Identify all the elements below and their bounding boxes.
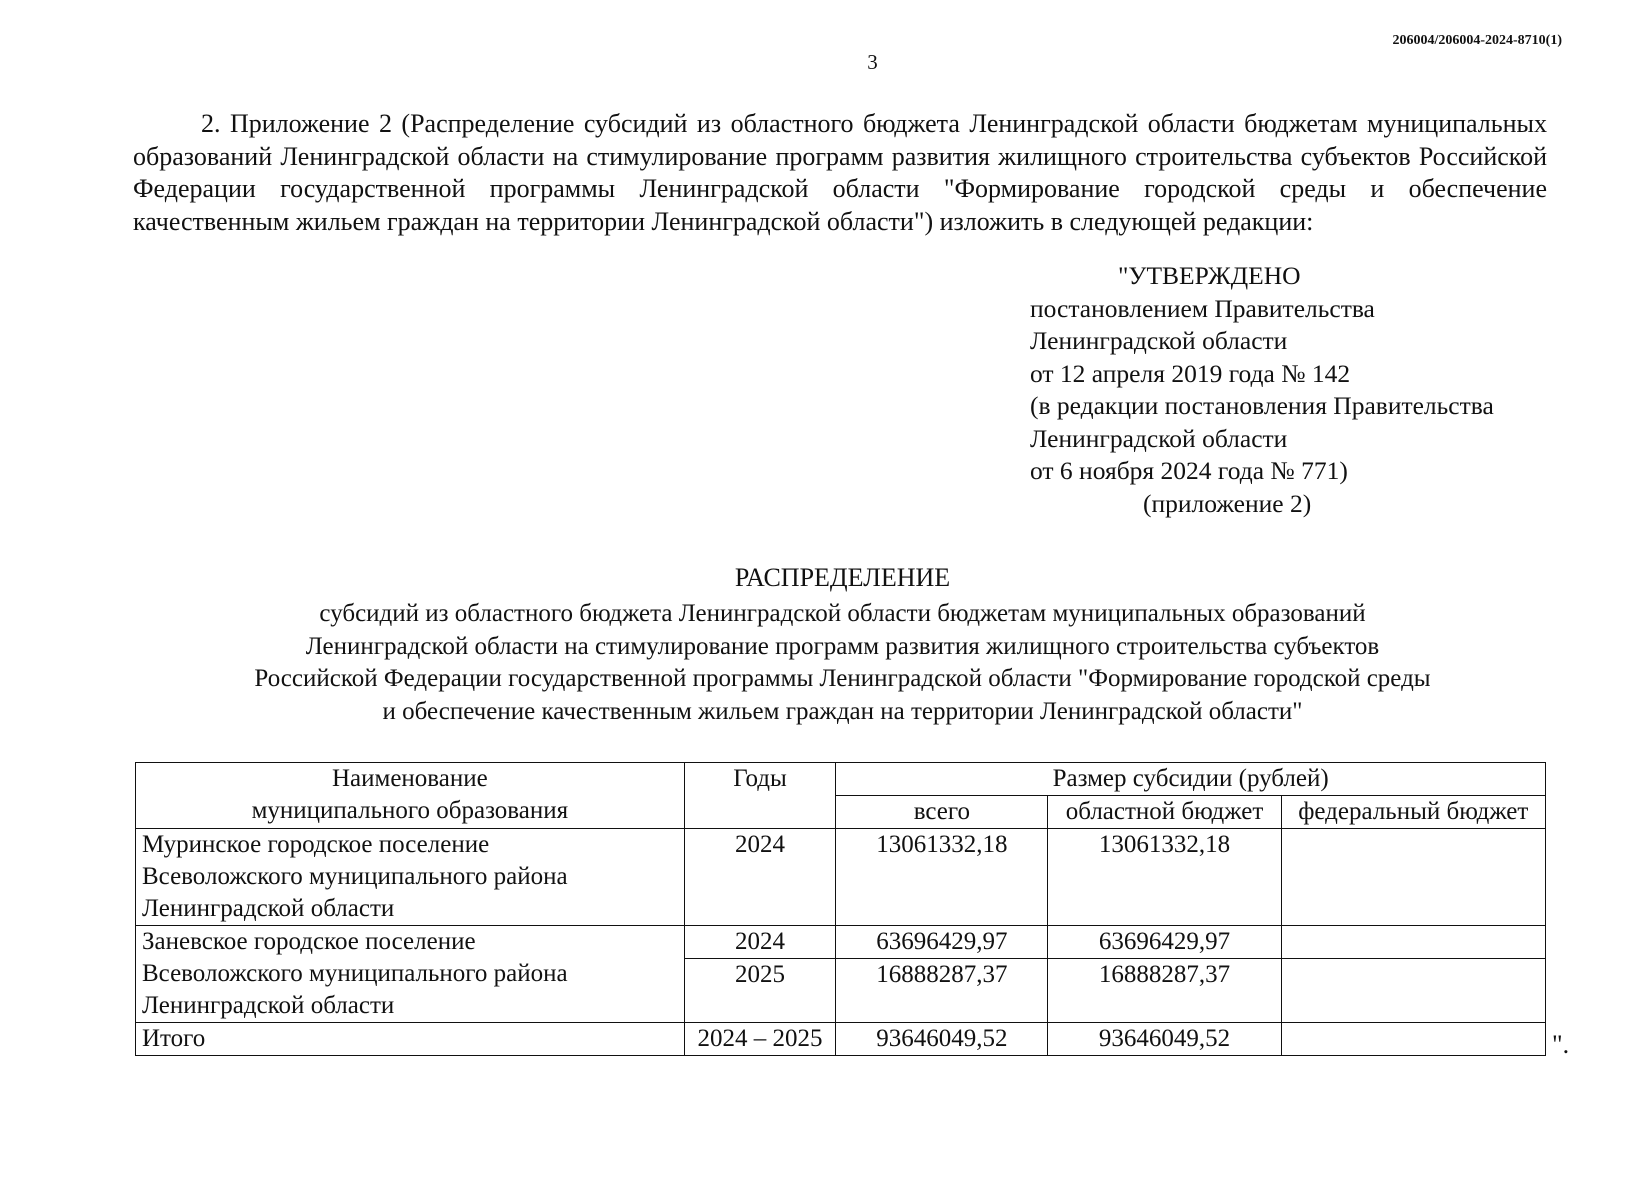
regional-cell: 13061332,18 [1048,829,1281,926]
table-row [136,829,1546,926]
document-code: 206004/206004-2024-8710(1) [1392,33,1562,48]
page-number: 3 [867,50,878,74]
approval-title: "УТВЕРЖДЕНО [1118,261,1301,290]
table-row [136,926,1546,959]
regional-cell: 63696429,97 [1048,926,1281,959]
total-cell: 63696429,97 [836,926,1048,959]
year-cell: 2024 [684,829,836,926]
distribution-subtitle [0,598,1629,728]
grand-total-cell: 93646049,52 [836,1023,1048,1056]
total-label: Итого [136,1023,685,1056]
header-total: всего [836,796,1048,829]
total-cell: 13061332,18 [836,829,1048,926]
year-cell: 2025 [684,959,836,1023]
header-subsidy-size: Размер субсидии (рублей) [836,763,1546,796]
approval-line: от 12 апреля 2019 года № 142 [1030,358,1351,388]
header-name-line: Наименование [331,765,488,792]
year-cell: 2024 [684,926,836,959]
total-years: 2024 – 2025 [684,1023,836,1056]
grand-federal-cell [1281,1023,1545,1056]
approval-line: Ленинградской области [1030,326,1288,355]
federal-cell [1281,959,1545,1023]
approval-appendix: (приложение 2) [1143,488,1312,518]
name-line: Ленинградской области [142,895,395,922]
name-line: Всеволожского муниципального района [142,863,568,890]
distribution-title: РАСПРЕДЕЛЕНИЕ [734,563,951,592]
header-name-line: муниципального образования [251,797,569,824]
name-line: Муринское городское поселение [142,831,490,858]
approval-stamp [1030,260,1550,520]
approval-line: постановлением Правительства [1030,293,1375,323]
municipality-name [136,829,685,926]
subsidy-table [135,762,1546,1056]
total-cell: 16888287,37 [836,959,1048,1023]
grand-regional-cell: 93646049,52 [1048,1023,1281,1056]
federal-cell [1281,926,1545,959]
name-line: Заневское городское поселение [142,928,476,955]
approval-line: от 6 ноября 2024 года № 771) [1030,456,1348,485]
closing-quote: ". [1552,1030,1570,1059]
intro-paragraph: 2. Приложение 2 (Распределение субсидий из областного бюджета Ленинградской области бюджетам муниципальных образований Ленинградской области на стимулирование программ развития жилищного строительства субъектов Российской Федерации государственной программы Ленинградской области "Формирование городской среды и обеспечение качественным жильем граждан на территории Ленинградской области") изложить в следующей редакции: [133,109,1547,236]
approval-line: Ленинградской области [1030,423,1288,453]
federal-cell [1281,829,1545,926]
name-line: Ленинградской области [142,992,395,1019]
approval-line: (в редакции постановления Правительства [1030,391,1494,420]
subtitle-line: и обеспечение качественным жильем граждан на территории Ленинградской области" [382,697,1303,725]
total-row [136,1023,1546,1056]
subtitle-line: Ленинградской области на стимулирование программ развития жилищного строительства субъектов [305,632,1380,660]
header-years: Годы [684,763,836,829]
header-name [136,763,685,829]
regional-cell: 16888287,37 [1048,959,1281,1023]
subtitle-line: субсидий из областного бюджета Ленинградской области бюджетам муниципальных образований [319,600,1366,627]
header-regional: областной бюджет [1048,796,1281,829]
subtitle-line: Российской Федерации государственной программы Ленинградской области "Формирование городской среды [254,665,1431,692]
header-federal: федеральный бюджет [1281,796,1545,829]
municipality-name [136,926,685,1023]
name-line: Всеволожского муниципального района [142,960,568,987]
